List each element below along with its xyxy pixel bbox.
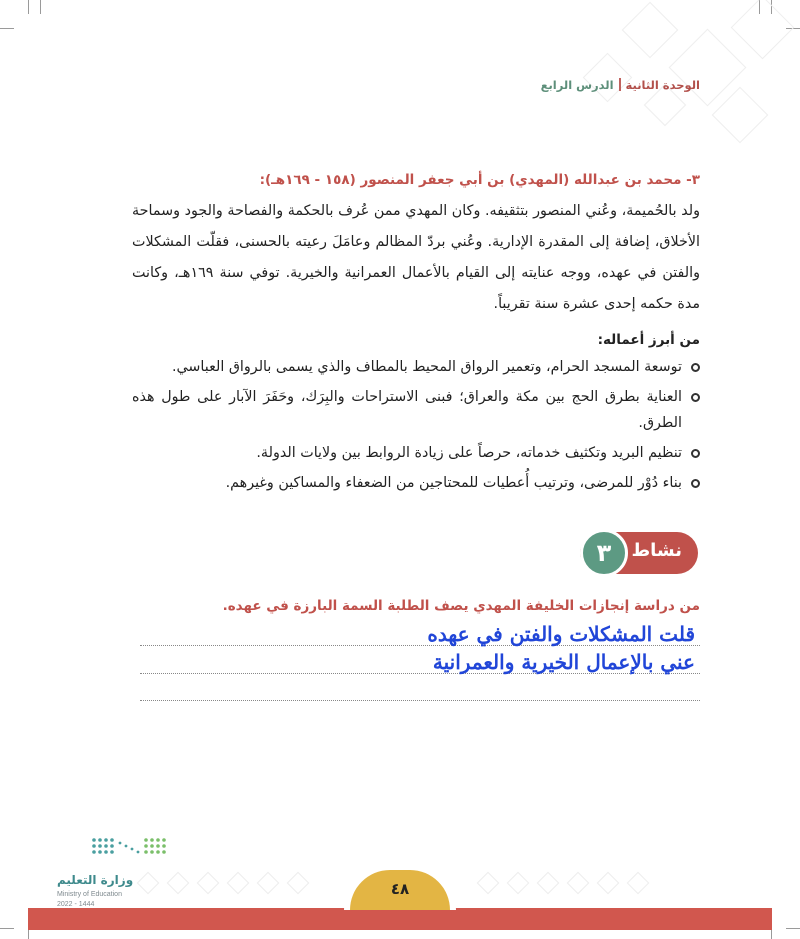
bullet-icon bbox=[691, 363, 700, 372]
ministry-name-english: Ministry of Education bbox=[57, 891, 122, 898]
ministry-logo-icon bbox=[90, 835, 170, 865]
crop-mark bbox=[786, 928, 800, 929]
crop-mark bbox=[771, 929, 772, 939]
handwritten-answer-1: قلت المشكلات والفتن في عهده bbox=[427, 622, 695, 646]
list-item: العناية بطرق الحج بين مكة والعراق؛ فبنى الاستراحات والبِرَك، وحَفَرَ الآبار على طول هذه الطرق. bbox=[132, 384, 700, 436]
lesson-content bbox=[132, 172, 700, 500]
list-item: بناء دُوْر للمرضى، وترتيب أُعطيات للمحتاجين من الضعفاء والمساكين وغيرهم. bbox=[132, 470, 700, 496]
page-number: ٤٨ bbox=[390, 880, 410, 898]
handwritten-answer-2: عني بالإعمال الخيرية والعمرانية bbox=[432, 650, 695, 674]
activity-label: نشاط bbox=[631, 540, 682, 561]
activity-number: ٣ bbox=[580, 529, 628, 577]
crop-mark bbox=[0, 928, 14, 929]
crop-mark bbox=[0, 28, 14, 29]
list-item: تنظيم البريد وتكثيف خدماته، حرصاً على زيادة الروابط بين ولايات الدولة. bbox=[132, 440, 700, 466]
ministry-name-arabic: وزارة التعليم bbox=[57, 873, 134, 887]
section-paragraph: ولد بالحُميمة، وعُني المنصور بتثقيفه. وكان المهدي ممن عُرف بالحكمة والفصاحة والجود وسماحة الأخلاق، إضافة إلى المقدرة الإدارية. وعُني بردّ المظالم وعامَلَ رعيته بالحسنى، فقلّت المشكلات والفتن في عهده، ووجه عنايته إلى القيام بالأعمال العمرانية والخيرية. توفي سنة ١٦٩هـ، وكانت مدة حكمه إحدى عشرة سنة تقريباً. bbox=[132, 203, 700, 312]
list-item: توسعة المسجد الحرام، وتعمير الرواق المحيط بالمطاف والذي يسمى بالرواق العباسي. bbox=[132, 354, 700, 380]
section-title: ٣- محمد بن عبدالله (المهدي) بن أبي جعفر المنصور (١٥٨ - ١٦٩هـ): bbox=[259, 172, 700, 188]
crop-mark bbox=[28, 0, 29, 14]
crop-mark bbox=[40, 0, 41, 14]
bullet-icon bbox=[691, 479, 700, 488]
footer-bar bbox=[28, 908, 772, 930]
header-separator bbox=[619, 78, 621, 91]
lesson-label: الدرس الرابع bbox=[540, 78, 614, 92]
crop-mark bbox=[28, 929, 29, 939]
activity-badge bbox=[578, 532, 698, 574]
ministry-logo bbox=[30, 835, 180, 910]
ministry-year: 2022 - 1444 bbox=[57, 901, 95, 908]
bullet-icon bbox=[691, 449, 700, 458]
unit-label: الوحدة الثانية bbox=[625, 78, 700, 92]
background-pattern bbox=[470, 0, 800, 150]
bullet-icon bbox=[691, 393, 700, 402]
page-header bbox=[541, 78, 700, 92]
achievements-title: من أبرز أعماله: bbox=[597, 332, 700, 348]
activity-question: من دراسة إنجازات الخليفة المهدي يصف الطلبة السمة البارزة في عهده. bbox=[222, 598, 700, 614]
achievements-list bbox=[132, 354, 700, 496]
answer-line bbox=[140, 700, 700, 701]
